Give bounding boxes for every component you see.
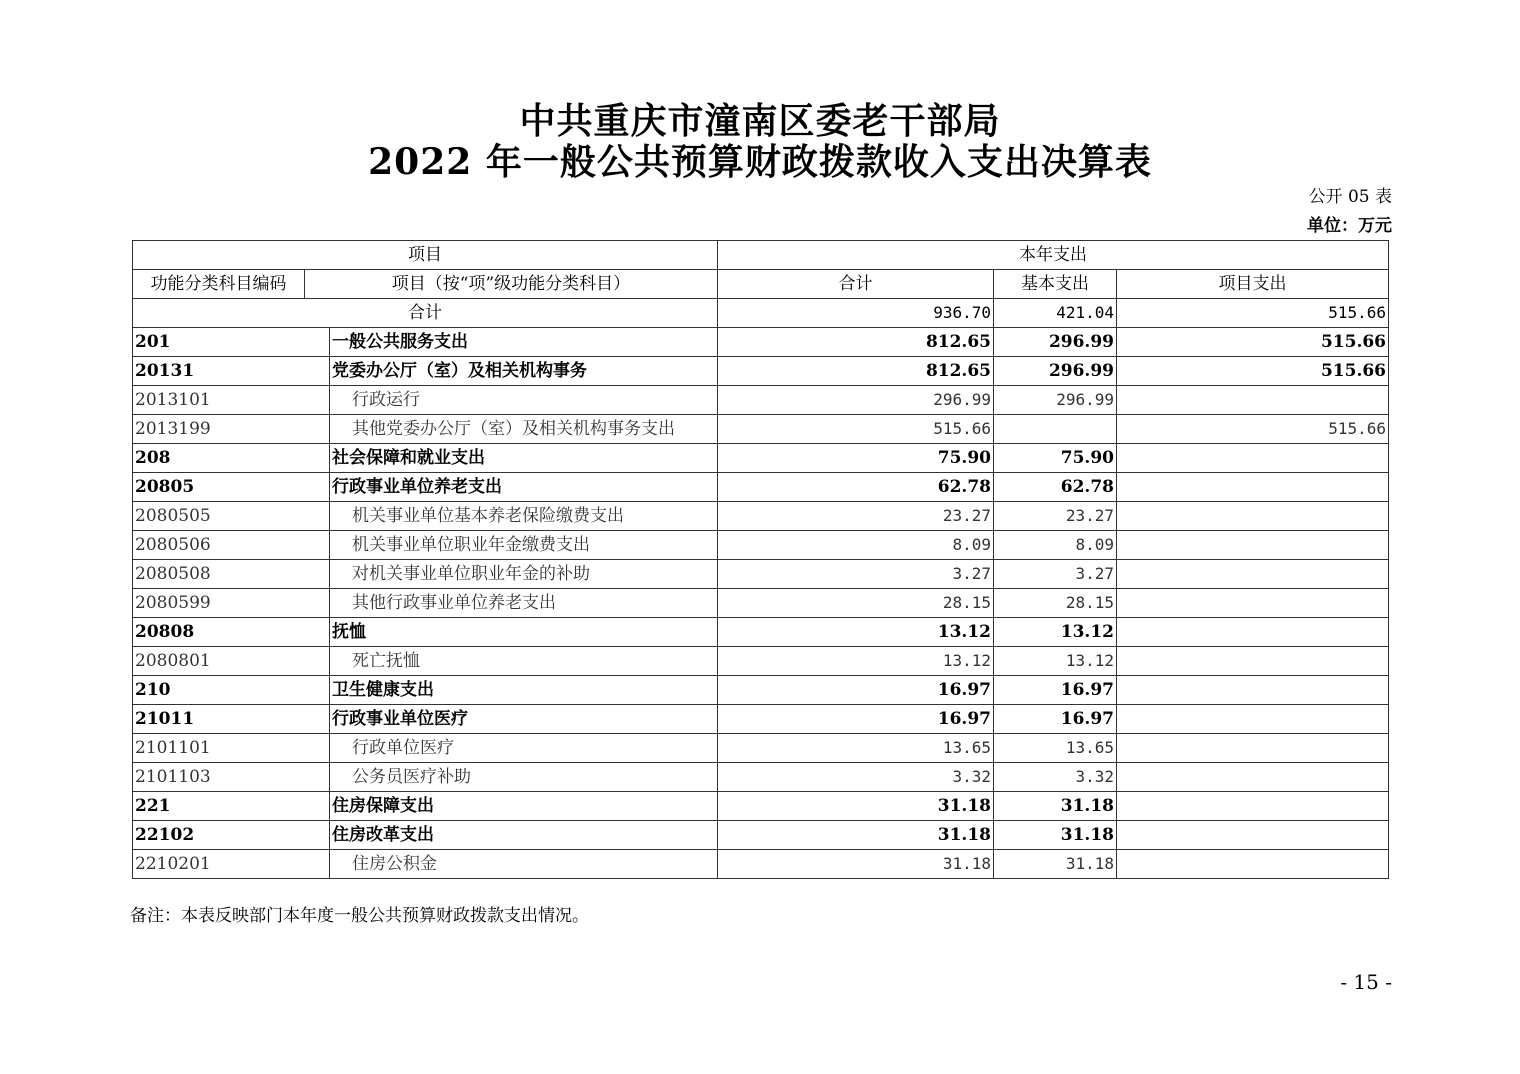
- cell-name: 行政事业单位养老支出: [330, 473, 718, 502]
- header-row-2: [133, 270, 1389, 299]
- cell-code: 208: [133, 444, 330, 473]
- cell-project: [1117, 734, 1389, 763]
- cell-project: [1117, 821, 1389, 850]
- cell-total: 3.27: [718, 560, 994, 589]
- cell-name: 行政事业单位医疗: [330, 705, 718, 734]
- cell-code: 20808: [133, 618, 330, 647]
- table-row: [133, 763, 1389, 792]
- cell-total: 31.18: [718, 850, 994, 879]
- table-row: [133, 618, 1389, 647]
- cell-basic: 31.18: [994, 821, 1117, 850]
- cell-name: 行政单位医疗: [330, 734, 718, 763]
- table-row: [133, 647, 1389, 676]
- cell-code: 20805: [133, 473, 330, 502]
- cell-basic: 16.97: [994, 705, 1117, 734]
- cell-project: [1117, 618, 1389, 647]
- table-row: [133, 734, 1389, 763]
- cell-name: 住房公积金: [330, 850, 718, 879]
- cell-name: 死亡抚恤: [330, 647, 718, 676]
- cell-project: [1117, 386, 1389, 415]
- cell-project: [1117, 444, 1389, 473]
- cell-code: 2080505: [133, 502, 330, 531]
- cell-total: 31.18: [718, 792, 994, 821]
- cell-code: 201: [133, 328, 330, 357]
- cell-total: 16.97: [718, 676, 994, 705]
- cell-project: [1117, 560, 1389, 589]
- cell-project: 515.66: [1117, 415, 1389, 444]
- table-row: [133, 589, 1389, 618]
- cell-total: 28.15: [718, 589, 994, 618]
- cell-total: 13.12: [718, 647, 994, 676]
- cell-project: [1117, 647, 1389, 676]
- cell-project: [1117, 792, 1389, 821]
- cell-basic: 23.27: [994, 502, 1117, 531]
- cell-total: 296.99: [718, 386, 994, 415]
- cell-name: 住房保障支出: [330, 792, 718, 821]
- header-row-1: [133, 241, 1389, 270]
- cell-total: 3.32: [718, 763, 994, 792]
- cell-code: 21011: [133, 705, 330, 734]
- cell-basic: 296.99: [994, 357, 1117, 386]
- total-project: 515.66: [1117, 299, 1389, 328]
- cell-name: 住房改革支出: [330, 821, 718, 850]
- cell-name: 机关事业单位职业年金缴费支出: [330, 531, 718, 560]
- table-row: [133, 415, 1389, 444]
- cell-basic: 31.18: [994, 792, 1117, 821]
- table-row: [133, 560, 1389, 589]
- cell-name: 党委办公厅（室）及相关机构事务: [330, 357, 718, 386]
- table-row: [133, 502, 1389, 531]
- cell-code: 2013199: [133, 415, 330, 444]
- table-row: [133, 792, 1389, 821]
- cell-name: 其他党委办公厅（室）及相关机构事务支出: [330, 415, 718, 444]
- document-title: 中共重庆市潼南区委老干部局: [519, 100, 1001, 142]
- cell-project: [1117, 589, 1389, 618]
- cell-name: 行政运行: [330, 386, 718, 415]
- cell-code: 2080506: [133, 531, 330, 560]
- cell-code: 2101103: [133, 763, 330, 792]
- cell-basic: 28.15: [994, 589, 1117, 618]
- document-subtitle: 2022 年一般公共预算财政拨款收入支出决算表: [368, 141, 1152, 183]
- table-row: [133, 821, 1389, 850]
- cell-name: 一般公共服务支出: [330, 328, 718, 357]
- cell-total: 8.09: [718, 531, 994, 560]
- table-row: [133, 850, 1389, 879]
- cell-code: 20131: [133, 357, 330, 386]
- cell-basic: 31.18: [994, 850, 1117, 879]
- cell-code: 2080508: [133, 560, 330, 589]
- cell-basic: [994, 415, 1117, 444]
- cell-total: 812.65: [718, 357, 994, 386]
- header-project: 项目支出: [1117, 270, 1389, 299]
- unit-label: 单位：万元: [1307, 216, 1392, 236]
- cell-basic: 3.32: [994, 763, 1117, 792]
- cell-project: [1117, 763, 1389, 792]
- header-item: 项目: [133, 241, 718, 270]
- cell-basic: 16.97: [994, 676, 1117, 705]
- cell-total: 16.97: [718, 705, 994, 734]
- header-name: 项目（按“项”级功能分类科目）: [305, 270, 718, 299]
- cell-total: 62.78: [718, 473, 994, 502]
- table-row: [133, 328, 1389, 357]
- cell-name: 对机关事业单位职业年金的补助: [330, 560, 718, 589]
- cell-code: 2210201: [133, 850, 330, 879]
- cell-name: 公务员医疗补助: [330, 763, 718, 792]
- cell-basic: 3.27: [994, 560, 1117, 589]
- cell-total: 13.65: [718, 734, 994, 763]
- cell-project: [1117, 705, 1389, 734]
- cell-project: [1117, 850, 1389, 879]
- cell-total: 75.90: [718, 444, 994, 473]
- cell-basic: 62.78: [994, 473, 1117, 502]
- header-basic: 基本支出: [994, 270, 1117, 299]
- cell-code: 2013101: [133, 386, 330, 415]
- total-total: 936.70: [718, 299, 994, 328]
- cell-project: [1117, 502, 1389, 531]
- cell-basic: 8.09: [994, 531, 1117, 560]
- budget-table: [132, 240, 1389, 879]
- cell-project: 515.66: [1117, 328, 1389, 357]
- table-code: 公开 05 表: [1308, 187, 1392, 207]
- table-row: [133, 676, 1389, 705]
- cell-project: 515.66: [1117, 357, 1389, 386]
- cell-code: 2080801: [133, 647, 330, 676]
- total-label: 合计: [133, 299, 718, 328]
- cell-basic: 13.12: [994, 618, 1117, 647]
- table-row: [133, 705, 1389, 734]
- cell-total: 13.12: [718, 618, 994, 647]
- cell-total: 31.18: [718, 821, 994, 850]
- table-row: [133, 357, 1389, 386]
- total-row: [133, 299, 1389, 328]
- cell-project: [1117, 473, 1389, 502]
- cell-basic: 13.65: [994, 734, 1117, 763]
- cell-code: 221: [133, 792, 330, 821]
- cell-basic: 75.90: [994, 444, 1117, 473]
- table-row: [133, 386, 1389, 415]
- cell-code: 2101101: [133, 734, 330, 763]
- total-basic: 421.04: [994, 299, 1117, 328]
- cell-name: 社会保障和就业支出: [330, 444, 718, 473]
- cell-project: [1117, 531, 1389, 560]
- header-code: 功能分类科目编码: [133, 270, 305, 299]
- table-row: [133, 473, 1389, 502]
- cell-name: 机关事业单位基本养老保险缴费支出: [330, 502, 718, 531]
- cell-total: 812.65: [718, 328, 994, 357]
- cell-basic: 13.12: [994, 647, 1117, 676]
- header-total: 合计: [718, 270, 994, 299]
- table-row: [133, 444, 1389, 473]
- cell-project: [1117, 676, 1389, 705]
- footnote: 备注：本表反映部门本年度一般公共预算财政拨款支出情况。: [130, 906, 589, 926]
- cell-basic: 296.99: [994, 386, 1117, 415]
- cell-code: 22102: [133, 821, 330, 850]
- cell-code: 210: [133, 676, 330, 705]
- cell-total: 515.66: [718, 415, 994, 444]
- cell-code: 2080599: [133, 589, 330, 618]
- header-current-year: 本年支出: [718, 241, 1389, 270]
- cell-name: 卫生健康支出: [330, 676, 718, 705]
- cell-name: 抚恤: [330, 618, 718, 647]
- page-number: - 15 -: [1340, 970, 1392, 994]
- table-row: [133, 531, 1389, 560]
- cell-total: 23.27: [718, 502, 994, 531]
- cell-name: 其他行政事业单位养老支出: [330, 589, 718, 618]
- cell-basic: 296.99: [994, 328, 1117, 357]
